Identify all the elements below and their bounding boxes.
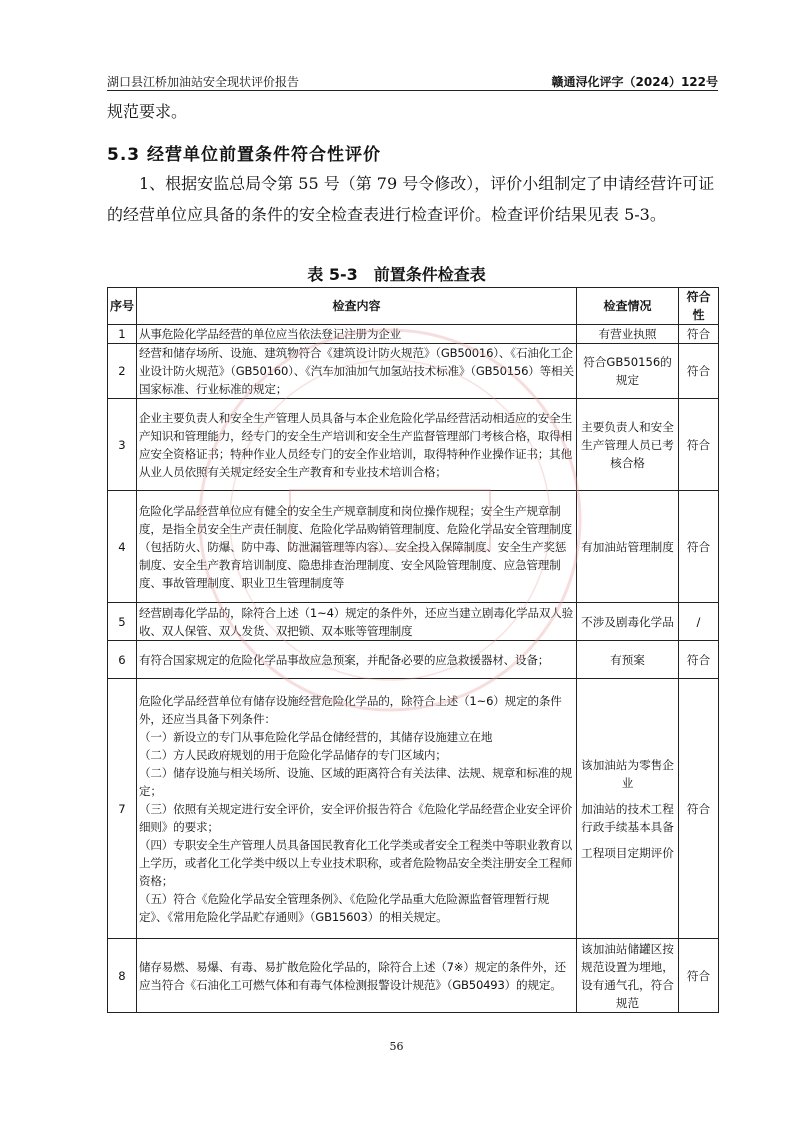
content-line: （三）依照有关规定进行安全评价，安全评价报告符合《危险化学品经营企业安全评价细则》的要求； bbox=[139, 801, 572, 834]
row-result: 符合 bbox=[679, 344, 719, 399]
row-status bbox=[577, 325, 679, 344]
row-result: 符合 bbox=[679, 939, 719, 1013]
row-content bbox=[137, 325, 577, 344]
content-line: （四）专职安全生产管理人员具备国民教育化工化学类或者安全工程类中等职业教育以上学历，或者化工化学类中级以上专业技术职称，或者危险物品安全类注册安全工程师资格； bbox=[139, 837, 572, 888]
table-body bbox=[108, 325, 719, 1013]
content-line: （一）新设立的专门从事危险化学品仓储经营的，其储存设施建立在地 bbox=[139, 729, 493, 744]
content-line: 经营剧毒化学品的，除符合上述（1~4）规定的条件外，还应当建立剧毒化学品双人验收、双人保管、双人发货、双把锁、双本账等管理制度 bbox=[139, 605, 574, 638]
row-number: 1 bbox=[108, 325, 137, 344]
table-row bbox=[108, 344, 719, 399]
row-number: 3 bbox=[108, 399, 137, 491]
header-no: 序号 bbox=[108, 288, 137, 325]
row-result: 符合 bbox=[679, 325, 719, 344]
table-row bbox=[108, 641, 719, 679]
row-status bbox=[577, 679, 679, 939]
row-number: 5 bbox=[108, 603, 137, 641]
row-status bbox=[577, 399, 679, 491]
content-line: 企业主要负责人和安全生产管理人员具备与本企业危险化学品经营活动相适应的安全生产知识和管理能力，经专门的安全生产培训和安全生产监督管理部门考核合格，取得相应安全资格证书；特种作业人员经专门的安全作业培训，取得特种作业操作证书；其他从业人员依照有关规定经安全生产教育和专业技术培训合格； bbox=[139, 410, 572, 479]
row-content bbox=[137, 679, 577, 939]
row-result: 符合 bbox=[679, 641, 719, 679]
status-line: 该加油站储罐区按规范设置为埋地，设有通气孔，符合规范 bbox=[581, 941, 674, 1010]
row-content bbox=[137, 491, 577, 603]
intro-tail-text: 规范要求。 bbox=[107, 102, 188, 121]
content-line: 危险化学品经营单位应有健全的安全生产规章制度和岗位操作规程；安全生产规章制度，是指全员安全生产责任制度、危险化学品购销管理制度、危险化学品安全管理制度（包括防火、防爆、防中毒、防泄漏管理等内容）、安全投入保障制度、安全生产奖惩制度、安全生产教育培训制度、隐患排查治理制度、安全风险管理制度、应急管理制度、事故管理制度、职业卫生管理制度等 bbox=[139, 503, 572, 590]
row-status bbox=[577, 603, 679, 641]
status-line: 工程项目定期评价 bbox=[581, 845, 674, 860]
header-content: 检查内容 bbox=[137, 288, 577, 325]
page-number: 56 bbox=[389, 1040, 404, 1053]
row-result: / bbox=[679, 603, 719, 641]
row-status bbox=[577, 491, 679, 603]
status-line: 不涉及剧毒化学品 bbox=[581, 614, 674, 629]
row-number: 6 bbox=[108, 641, 137, 679]
content-line: （二）方人民政府规划的用于危险化学品储存的专门区域内； bbox=[139, 747, 447, 762]
table-row bbox=[108, 679, 719, 939]
row-content bbox=[137, 344, 577, 399]
row-number: 4 bbox=[108, 491, 137, 603]
header-status: 检查情况 bbox=[577, 288, 679, 325]
content-line: 储存易燃、易爆、有毒、易扩散危险化学品的，除符合上述（7※）规定的条件外，还应当符合《石油化工可燃气体和有毒气体检测报警设计规范》（GB50493）的规定。 bbox=[139, 959, 566, 992]
table-row bbox=[108, 491, 719, 603]
table-title: 表 5-3 前置条件检查表 bbox=[307, 265, 486, 284]
header-report-number: 赣通浔化评字（2024）122号 bbox=[551, 75, 718, 89]
status-line: 符合GB50156的规定 bbox=[583, 355, 672, 387]
status-line: 有加油站管理制度 bbox=[581, 539, 674, 554]
row-content bbox=[137, 603, 577, 641]
table-row bbox=[108, 939, 719, 1013]
content-line: 经营和储存场所、设施、建筑物符合《建筑设计防火规范》（GB50016）、《石油化工企业设计防火规范》（GB50160）、《汽车加油加气加氢站技术标准》（GB50156）等相关国家标准、行业标准的规定； bbox=[139, 346, 574, 396]
status-line: 该加油站为零售企业 bbox=[581, 757, 674, 790]
row-result: 符合 bbox=[679, 399, 719, 491]
table-header-row bbox=[108, 288, 719, 325]
header-result: 符合性 bbox=[679, 288, 719, 325]
precondition-check-table bbox=[107, 287, 719, 1013]
row-result: 符合 bbox=[679, 679, 719, 939]
status-line: 加油站的技术工程行政手续基本具备 bbox=[581, 801, 674, 834]
table-row bbox=[108, 399, 719, 491]
row-result: 符合 bbox=[679, 491, 719, 603]
row-content bbox=[137, 939, 577, 1013]
row-status bbox=[577, 641, 679, 679]
row-number: 7 bbox=[108, 679, 137, 939]
status-line: 有预案 bbox=[610, 652, 645, 667]
content-line: 有符合国家规定的危险化学品事故应急预案，并配备必要的应急救援器材、设备； bbox=[139, 652, 550, 667]
section-paragraph: 1、根据安监总局令第 55 号（第 79 号令修改），评价小组制定了申请经营许可证的经营单位应具备的条件的安全检查表进行检查评价。检查评价结果见表 5-3。 bbox=[107, 174, 715, 224]
table-row bbox=[108, 603, 719, 641]
content-line: （五）符合《危险化学品安全管理条例》、《危险化学品重大危险源监督管理暂行规定》、《常用危险化学品贮存通则》（GB15603）的相关规定。 bbox=[139, 891, 549, 924]
row-content bbox=[137, 641, 577, 679]
status-line: 主要负责人和安全生产管理人员已考核合格 bbox=[581, 419, 674, 470]
section-title: 5.3 经营单位前置条件符合性评价 bbox=[107, 145, 382, 165]
header-report-title: 湖口县江桥加油站安全现状评价报告 bbox=[107, 75, 300, 89]
content-line: 危险化学品经营单位有储存设施经营危险化学品的，除符合上述（1~6）规定的条件外，还应当具备下列条件： bbox=[139, 693, 562, 726]
row-content bbox=[137, 399, 577, 491]
row-status bbox=[577, 939, 679, 1013]
status-line: 有营业执照 bbox=[598, 327, 657, 341]
table-row bbox=[108, 325, 719, 344]
page-header bbox=[107, 70, 718, 91]
row-number: 8 bbox=[108, 939, 137, 1013]
row-number: 2 bbox=[108, 344, 137, 399]
content-line: 从事危险化学品经营的单位应当依法登记注册为企业 bbox=[139, 327, 402, 341]
row-status bbox=[577, 344, 679, 399]
content-line: （二）储存设施与相关场所、设施、区域的距离符合有关法律、法规、规章和标准的规定； bbox=[139, 765, 572, 798]
